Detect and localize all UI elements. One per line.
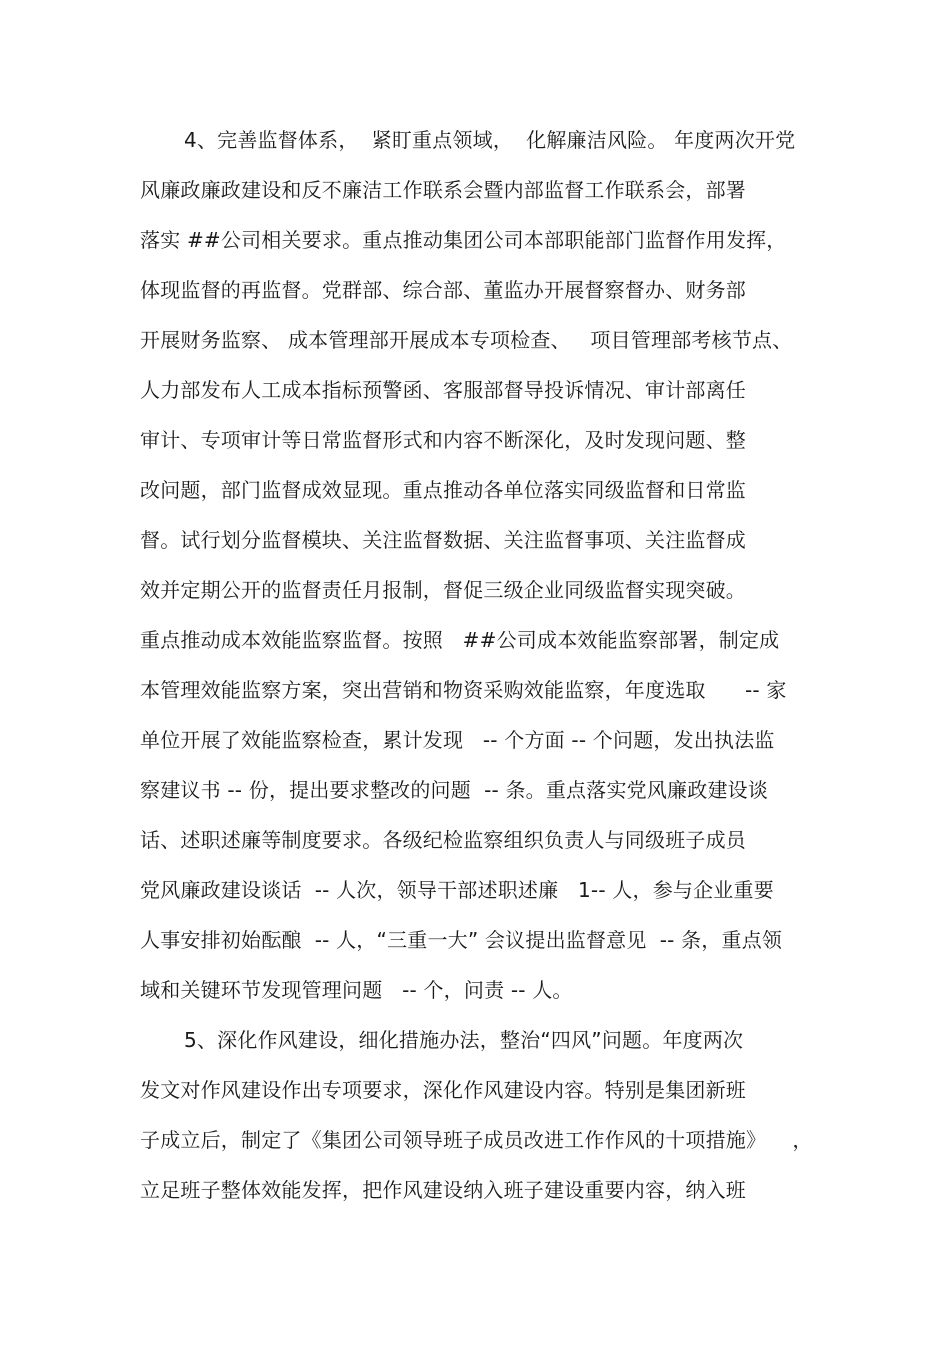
text-line: 域和关键环节发现管理问题 -- 个，问责 -- 人。 (140, 978, 573, 1002)
text-line: 落实 ##公司相关要求。重点推动集团公司本部职能部门监督作用发挥， (140, 228, 787, 252)
text-line: 风廉政廉政建设和反不廉洁工作联系会暨内部监督工作联系会，部署 (140, 178, 746, 202)
text-line: 察建议书 -- 份，提出要求整改的问题 -- 条。重点落实党风廉政建设谈 (140, 778, 769, 802)
text-line: 审计、专项审计等日常监督形式和内容不断深化，及时发现问题、整 (140, 428, 746, 452)
text-line: 子成立后，制定了《集团公司领导班子成员改进工作作风的十项措施》 ， (140, 1128, 813, 1152)
text-line: 党风廉政建设谈话 -- 人次，领导干部述职述廉 1-- 人，参与企业重要 (140, 878, 774, 902)
text-line: 人力部发布人工成本指标预警函、客服部督导投诉情况、审计部离任 (140, 378, 746, 402)
text-line: 人事安排初始酝酿 -- 人，“三重一大” 会议提出监督意见 -- 条，重点领 (140, 928, 783, 952)
text-line: 督。试行划分监督模块、关注监督数据、关注监督事项、关注监督成 (140, 528, 746, 552)
text-line: 本管理效能监察方案，突出营销和物资采购效能监察，年度选取 -- 家 (140, 678, 787, 702)
text-line: 立足班子整体效能发挥，把作风建设纳入班子建设重要内容，纳入班 (140, 1178, 746, 1202)
text-line: 改问题，部门监督成效显现。重点推动各单位落实同级监督和日常监 (140, 478, 746, 502)
text-line: 话、述职述廉等制度要求。各级纪检监察组织负责人与同级班子成员 (140, 828, 746, 852)
text-line: 体现监督的再监督。党群部、综合部、董监办开展督察督办、财务部 (140, 278, 746, 302)
text-line: 4、完善监督体系， 紧盯重点领域， 化解廉洁风险。 年度两次开党 (184, 128, 796, 152)
text-line: 发文对作风建设作出专项要求，深化作风建设内容。特别是集团新班 (140, 1078, 746, 1102)
text-line: 5、深化作风建设，细化措施办法，整治“四风”问题。年度两次 (184, 1028, 744, 1052)
text-line: 开展财务监察、 成本管理部开展成本专项检查、 项目管理部考核节点、 (140, 328, 793, 352)
text-line: 重点推动成本效能监察监督。按照 ##公司成本效能监察部署，制定成 (140, 628, 780, 652)
text-line: 效并定期公开的监督责任月报制，督促三级企业同级监督实现突破。 (140, 578, 746, 602)
text-line: 单位开展了效能监察检查，累计发现 -- 个方面 -- 个问题，发出执法监 (140, 728, 775, 752)
